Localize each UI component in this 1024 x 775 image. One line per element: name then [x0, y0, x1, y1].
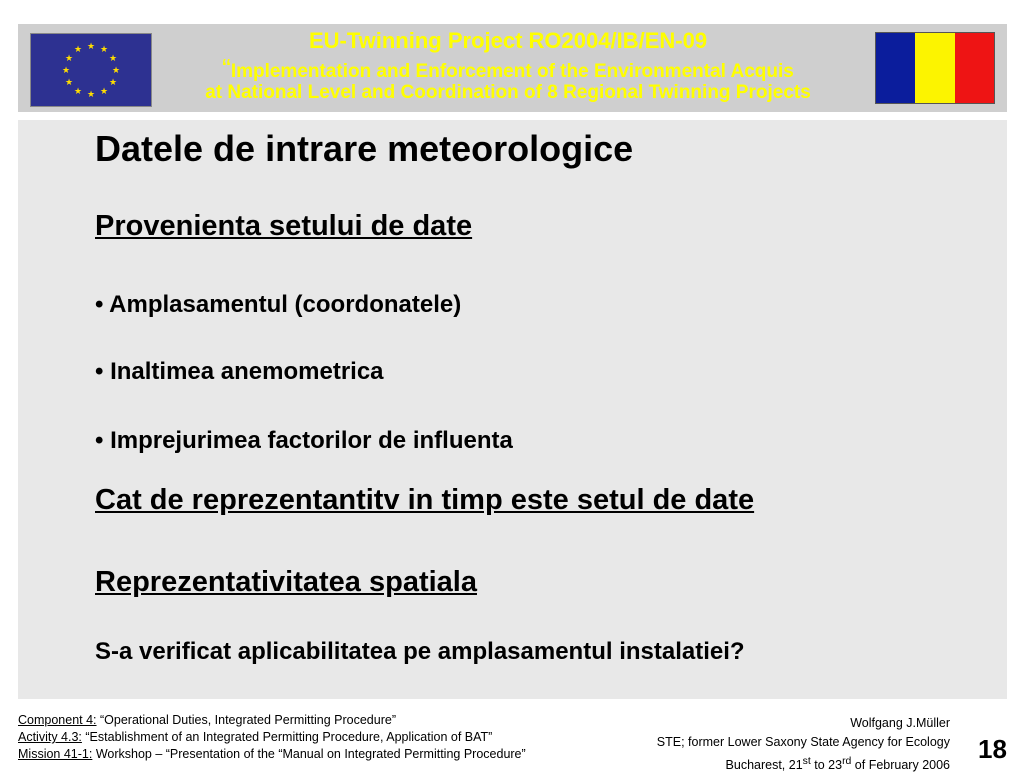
svg-text:★: ★ — [111, 66, 121, 76]
bullet-surroundings: • Imprejurimea factorilor de influenta — [95, 427, 513, 454]
footer-project-info — [18, 712, 526, 763]
footer-component — [18, 712, 526, 729]
footer-mission — [18, 746, 526, 763]
event-date — [657, 752, 950, 775]
mission-label: Mission 41-1: — [18, 747, 93, 761]
author-name: Wolfgang J.Müller — [850, 716, 950, 730]
section-heading-spatial: Reprezentativitatea spatiala — [95, 566, 477, 598]
activity-label: Activity 4.3: — [18, 730, 82, 744]
date-suffix: of February 2006 — [851, 758, 950, 773]
slide-content — [18, 120, 1007, 699]
svg-text:★: ★ — [61, 66, 71, 76]
project-subtitle: at National Level and Coordination of 8 Regional Twinning Projects — [205, 82, 811, 103]
project-title — [138, 30, 878, 102]
bullet-anemometer-height: • Inaltimea anemometrica — [95, 358, 384, 385]
component-text: “Operational Duties, Integrated Permitting Procedure” — [96, 713, 396, 727]
date-sup-st: st — [802, 756, 811, 767]
svg-text:★: ★ — [86, 90, 96, 100]
section-heading-provenance: Provenienta setului de date — [95, 210, 473, 242]
svg-text:★: ★ — [64, 54, 74, 64]
mission-text: Workshop – “Presentation of the “Manual on Integrated Permitting Procedure” — [92, 747, 526, 761]
svg-text:★: ★ — [99, 45, 109, 55]
activity-text: “Establishment of an Integrated Permitting Procedure, Application of BAT” — [81, 730, 493, 744]
footer-activity — [18, 729, 526, 746]
slide-title: Datele de intrare meteorologice — [95, 128, 634, 169]
svg-text:★: ★ — [99, 87, 109, 97]
svg-text:★: ★ — [73, 45, 83, 55]
slide-header — [18, 24, 1007, 112]
verification-question: S-a verificat aplicabilitatea pe amplasamentul instalatiei? — [95, 638, 745, 665]
flag-stripe-red — [955, 33, 994, 103]
project-name — [138, 55, 878, 81]
bullet-location: • Amplasamentul (coordonatele) — [95, 291, 462, 318]
svg-text:★: ★ — [108, 54, 118, 64]
svg-text:★: ★ — [73, 87, 83, 97]
flag-stripe-yellow — [915, 33, 954, 103]
component-label: Component 4: — [18, 713, 97, 727]
project-code: EU-Twinning Project RO2004/IB/EN-09 — [308, 28, 708, 53]
romania-flag-icon — [875, 32, 995, 104]
svg-text:★: ★ — [108, 78, 118, 88]
footer-author-info — [657, 714, 950, 775]
page-number: 18 — [978, 734, 1007, 764]
eu-flag-icon — [30, 33, 152, 107]
date-prefix: Bucharest, 21 — [725, 758, 803, 773]
quote-mark: “ — [222, 53, 231, 83]
project-name-text: Implementation and Enforcement of the Environmental Acquis — [230, 61, 794, 82]
section-heading-temporal: Cat de reprezentantitv in timp este setul de date — [95, 484, 755, 516]
flag-stripe-blue — [876, 33, 915, 103]
date-sup-rd: rd — [842, 756, 852, 767]
date-mid: to 23 — [810, 758, 843, 773]
svg-text:★: ★ — [86, 42, 96, 52]
author-organisation: STE; former Lower Saxony State Agency for Ecology — [656, 735, 950, 749]
svg-text:★: ★ — [64, 78, 74, 88]
